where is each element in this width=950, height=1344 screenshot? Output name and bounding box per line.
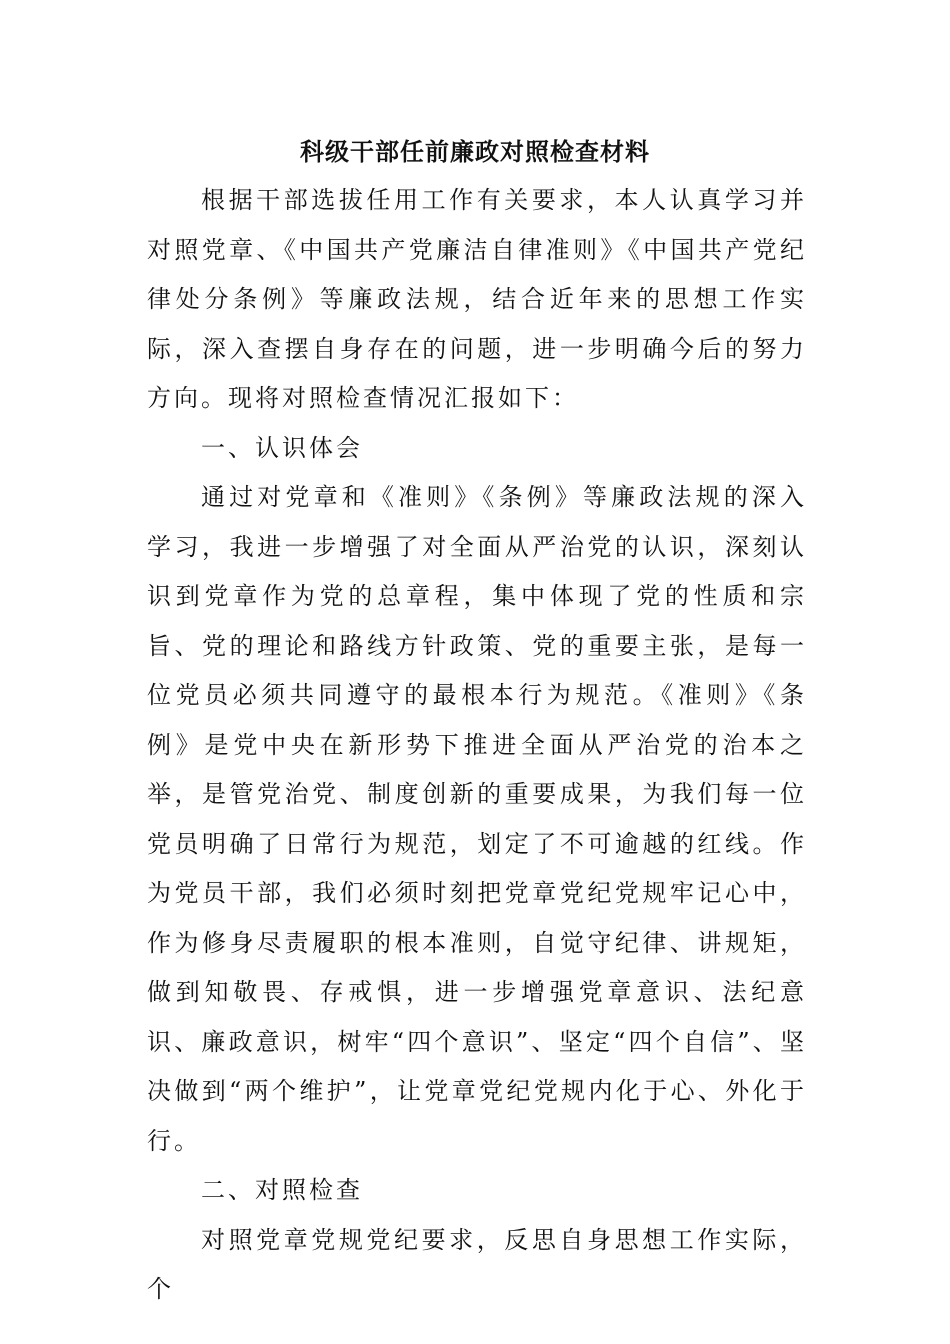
section-heading-inspection: 二、对照检查	[201, 1176, 363, 1204]
document-title: 科级干部任前廉政对照检查材料	[300, 137, 650, 166]
inspection-paragraph: 对照党章党规党纪要求，反思自身思想工作实际，个	[147, 1225, 807, 1303]
document-body	[147, 176, 807, 1315]
intro-paragraph: 根据干部选拔任用工作有关要求，本人认真学习并对照党章、《中国共产党廉洁自律准则》《中国共产党纪律处分条例》等廉政法规，结合近年来的思想工作实际，深入查摆自身存在的问题，进一步明确今后的努力方向。现将对照检查情况汇报如下：	[147, 186, 807, 412]
understanding-paragraph: 通过对党章和《准则》《条例》等廉政法规的深入学习，我进一步增强了对全面从严治党的认识，深刻认识到党章作为党的总章程，集中体现了党的性质和宗旨、党的理论和路线方针政策、党的重要主张，是每一位党员必须共同遵守的最根本行为规范。《准则》《条例》是党中央在新形势下推进全面从严治党的治本之举，是管党治党、制度创新的重要成果，为我们每一位党员明确了日常行为规范，划定了不可逾越的红线。作为党员干部，我们必须时刻把党章党纪党规牢记心中，作为修身尽责履职的根本准则，自觉守纪律、讲规矩，做到知敬畏、存戒惧，进一步增强党章意识、法纪意识、廉政意识，树牢“四个意识”、坚定“四个自信”、坚决做到“两个维护”，让党章党纪党规内化于心、外化于行。	[147, 483, 807, 1155]
section-heading-understanding: 一、认识体会	[201, 433, 363, 462]
